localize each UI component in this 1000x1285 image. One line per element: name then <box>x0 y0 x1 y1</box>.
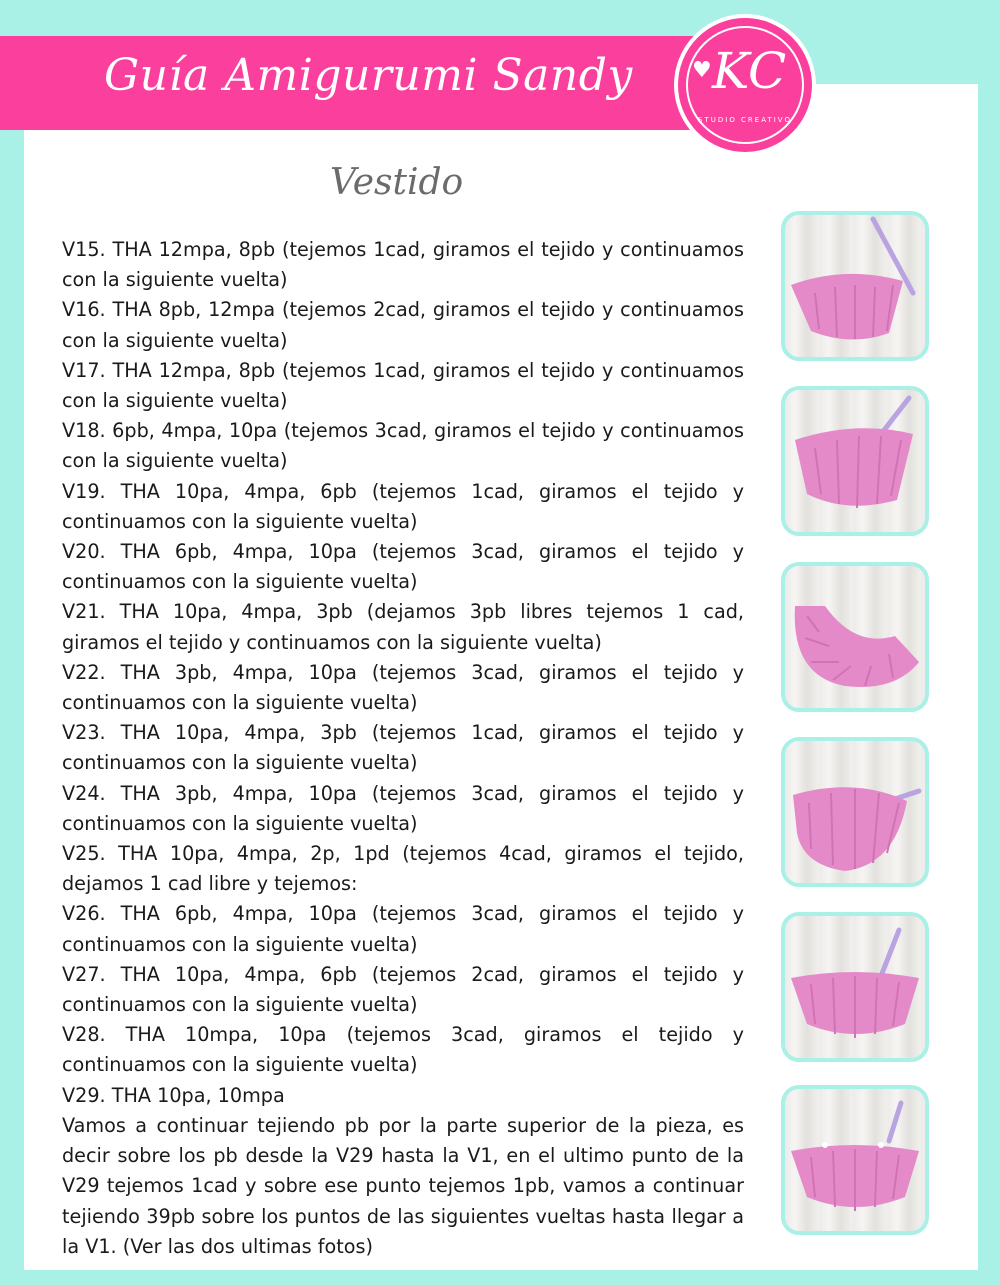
progress-photo-2 <box>781 386 929 536</box>
progress-photo-4 <box>781 737 929 887</box>
instruction-v28: V28. THA 10mpa, 10pa (tejemos 3cad, giramos el tejido y continuamos con la siguiente vuelta) <box>62 1023 744 1077</box>
instruction-v18: V18. 6pb, 4mpa, 10pa (tejemos 3cad, giramos el tejido y continuamos con la siguiente vuelta) <box>62 419 744 473</box>
progress-photo-5 <box>781 912 929 1062</box>
kc-logo <box>674 14 816 156</box>
instructions-block <box>62 235 744 1262</box>
instruction-v27: V27. THA 10pa, 4mpa, 6pb (tejemos 2cad, giramos el tejido y continuamos con la siguiente vuelta) <box>62 962 744 1017</box>
progress-photo-1 <box>781 211 929 361</box>
instruction-v25: V25. THA 10pa, 4mpa, 2p, 1pd (tejemos 4cad, giramos el tejido, dejamos 1 cad libre y tejemos: <box>62 842 744 896</box>
progress-photo-3 <box>781 562 929 712</box>
instruction-v24: V24. THA 3pb, 4mpa, 10pa (tejemos 3cad, giramos el tejido y continuamos con la siguiente vuelta) <box>62 781 744 835</box>
instruction-finish: Vamos a continuar tejiendo pb por la parte superior de la pieza, es decir sobre los pb desde la V29 hasta la V1, en el ultimo punto de la V29 tejemos 1cad y sobre ese punto tejemos 1pb, vamos a continuar tejiendo 39pb sobre los puntos de las siguientes vueltas hasta llegar a la V1. (Ver las dos ultimas fotos) <box>62 1113 744 1258</box>
heart-icon: ♥ <box>692 58 712 83</box>
guide-title: Guía Amigurumi Sandy <box>104 50 633 101</box>
logo-subtitle: STUDIO CREATIVO <box>698 116 792 124</box>
instruction-v21: V21. THA 10pa, 4mpa, 3pb (dejamos 3pb libres tejemos 1 cad, giramos el tejido y continuamos con la siguiente vuelta) <box>62 600 744 654</box>
section-title: Vestido <box>330 162 464 203</box>
instruction-v29: V29. THA 10pa, 10mpa <box>62 1083 285 1107</box>
instruction-v26: V26. THA 6pb, 4mpa, 10pa (tejemos 3cad, giramos el tejido y continuamos con la siguiente vuelta) <box>62 902 744 956</box>
instruction-v17: V17. THA 12mpa, 8pb (tejemos 1cad, giramos el tejido y continuamos con la siguiente vuelta) <box>62 358 744 413</box>
instruction-v22: V22. THA 3pb, 4mpa, 10pa (tejemos 3cad, giramos el tejido y continuamos con la siguiente vuelta) <box>62 660 744 715</box>
instruction-v15: V15. THA 12mpa, 8pb (tejemos 1cad, giramos el tejido y continuamos con la siguiente vuelta) <box>62 238 744 292</box>
logo-text: KC <box>712 42 787 100</box>
instruction-v20: V20. THA 6pb, 4mpa, 10pa (tejemos 3cad, giramos el tejido y continuamos con la siguiente vuelta) <box>62 540 744 594</box>
instruction-v16: V16. THA 8pb, 12mpa (tejemos 2cad, giramos el tejido y continuamos con la siguiente vuelta) <box>62 298 744 352</box>
progress-photo-6 <box>781 1085 929 1235</box>
instruction-v23: V23. THA 10pa, 4mpa, 3pb (tejemos 1cad, giramos el tejido y continuamos con la siguiente vuelta) <box>62 721 744 775</box>
instruction-v19: V19. THA 10pa, 4mpa, 6pb (tejemos 1cad, giramos el tejido y continuamos con la siguiente vuelta) <box>62 479 744 533</box>
